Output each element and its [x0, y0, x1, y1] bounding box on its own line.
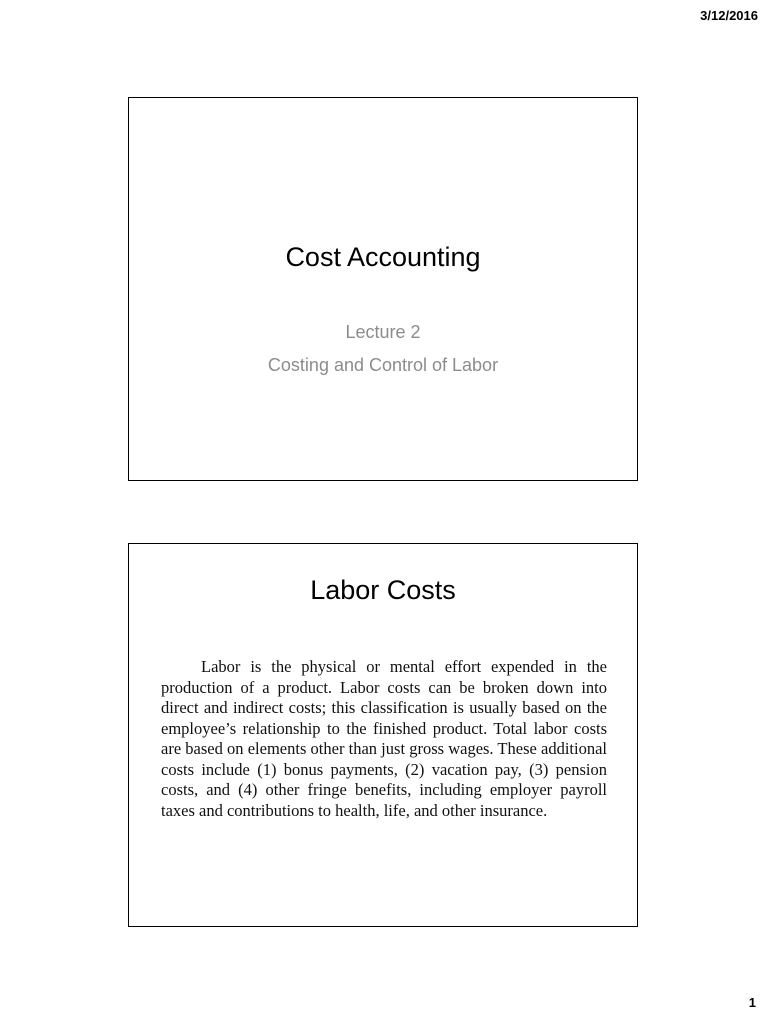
slide-subtitle-topic: Costing and Control of Labor: [267, 355, 499, 375]
slide-cost-accounting: [128, 97, 638, 481]
slide-title: Cost Accounting: [285, 242, 481, 272]
page-number: 1: [748, 995, 756, 1010]
slide-body-text: Labor is the physical or mental effort expended in the production of a product. Labor costs can be broken down into direct and indirect costs; this classification is usually based on the employee’s relationship to the finished product. Total labor costs are based on elements other than just gross wages. These additional costs include (1) bonus payments, (2) vacation pay, (3) pension costs, and (4) other fringe benefits, including employer payroll taxes and contributions to health, life, and other insurance.: [161, 657, 607, 820]
page-date: 3/12/2016: [700, 8, 758, 23]
slide-title: Labor Costs: [310, 575, 456, 605]
slide-subtitle-lecture: Lecture 2: [345, 322, 421, 342]
slide-labor-costs: [128, 543, 638, 927]
